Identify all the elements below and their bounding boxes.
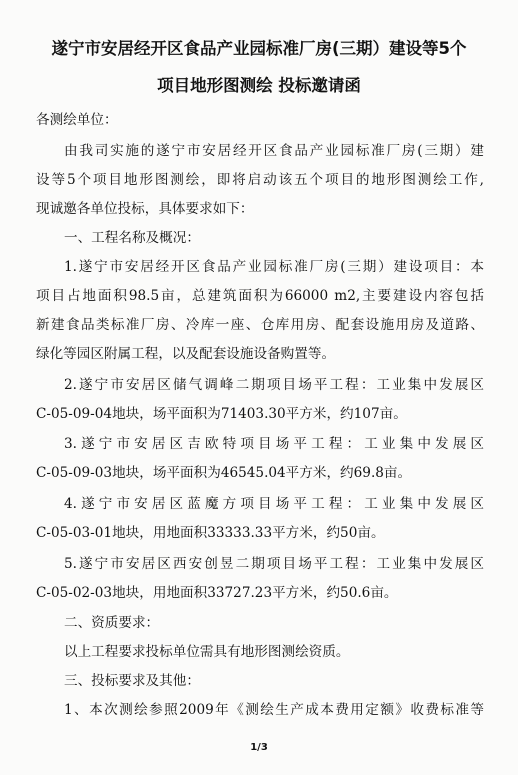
page-number: 1/3 xyxy=(250,742,268,753)
item-3-line-1: 3.遂宁市安居区吉欧特项目场平工程：工业集中发展区 xyxy=(64,436,484,452)
item-5-line-2: C-05-02-03地块，用地面积33727.23平方米，约50.6亩。 xyxy=(36,585,398,601)
item-4-line-2: C-05-03-01地块，用地面积33333.33平方米，约50亩。 xyxy=(36,525,385,541)
salutation: 各测绘单位： xyxy=(36,112,118,128)
item-2-line-2: C-05-09-04地块，场平面积为71403.30平方米，约107亩。 xyxy=(36,406,407,422)
item-1-line-1: 1.遂宁市安居经开区食品产业园标准厂房(三期）建设项目：本 xyxy=(64,259,484,275)
document-title-line-2: 项目地形图测绘 投标邀请函 xyxy=(157,76,361,95)
document-title-line-1: 遂宁市安居经开区食品产业园标准厂房(三期）建设等5个 xyxy=(51,39,467,58)
section-2-body: 以上工程要求投标单位需具有地形图测绘资质。 xyxy=(64,644,350,660)
item-1-line-3: 新建食品类标准厂房、冷库一座、仓库用房、配套设施用房及道路、 xyxy=(36,317,484,333)
section-2-heading: 二、资质要求： xyxy=(64,615,160,631)
item-2-line-1: 2.遂宁市安居区储气调峰二期项目场平工程：工业集中发展区 xyxy=(64,377,484,393)
intro-line-1: 由我司实施的遂宁市安居经开区食品产业园标准厂房(三期）建 xyxy=(64,143,484,159)
section-3-item-1: 1、本次测绘参照2009年《测绘生产成本费用定额》收费标准等 xyxy=(64,702,484,718)
intro-line-2: 设等5个项目地形图测绘，即将启动该五个项目的地形图测绘工作, xyxy=(36,172,484,188)
section-3-heading: 三、投标要求及其他： xyxy=(64,673,200,689)
intro-line-3: 现诚邀各单位投标，具体要求如下： xyxy=(36,201,254,217)
item-1-line-2: 项目占地面积98.5亩，总建筑面积为66000 m2,主要建设内容包括 xyxy=(36,288,484,304)
section-1-heading: 一、工程名称及概况： xyxy=(64,230,200,246)
item-1-line-4: 绿化等园区附属工程，以及配套设施设备购置等。 xyxy=(36,346,336,362)
item-3-line-2: C-05-09-03地块，场平面积为46545.04平方米，约69.8亩。 xyxy=(36,465,412,481)
item-5-line-1: 5.遂宁市安居区西安创昱二期项目场平工程：工业集中发展区 xyxy=(64,556,484,572)
item-4-line-1: 4.遂宁市安居区蓝魔方项目场平工程：工业集中发展区 xyxy=(64,496,484,512)
